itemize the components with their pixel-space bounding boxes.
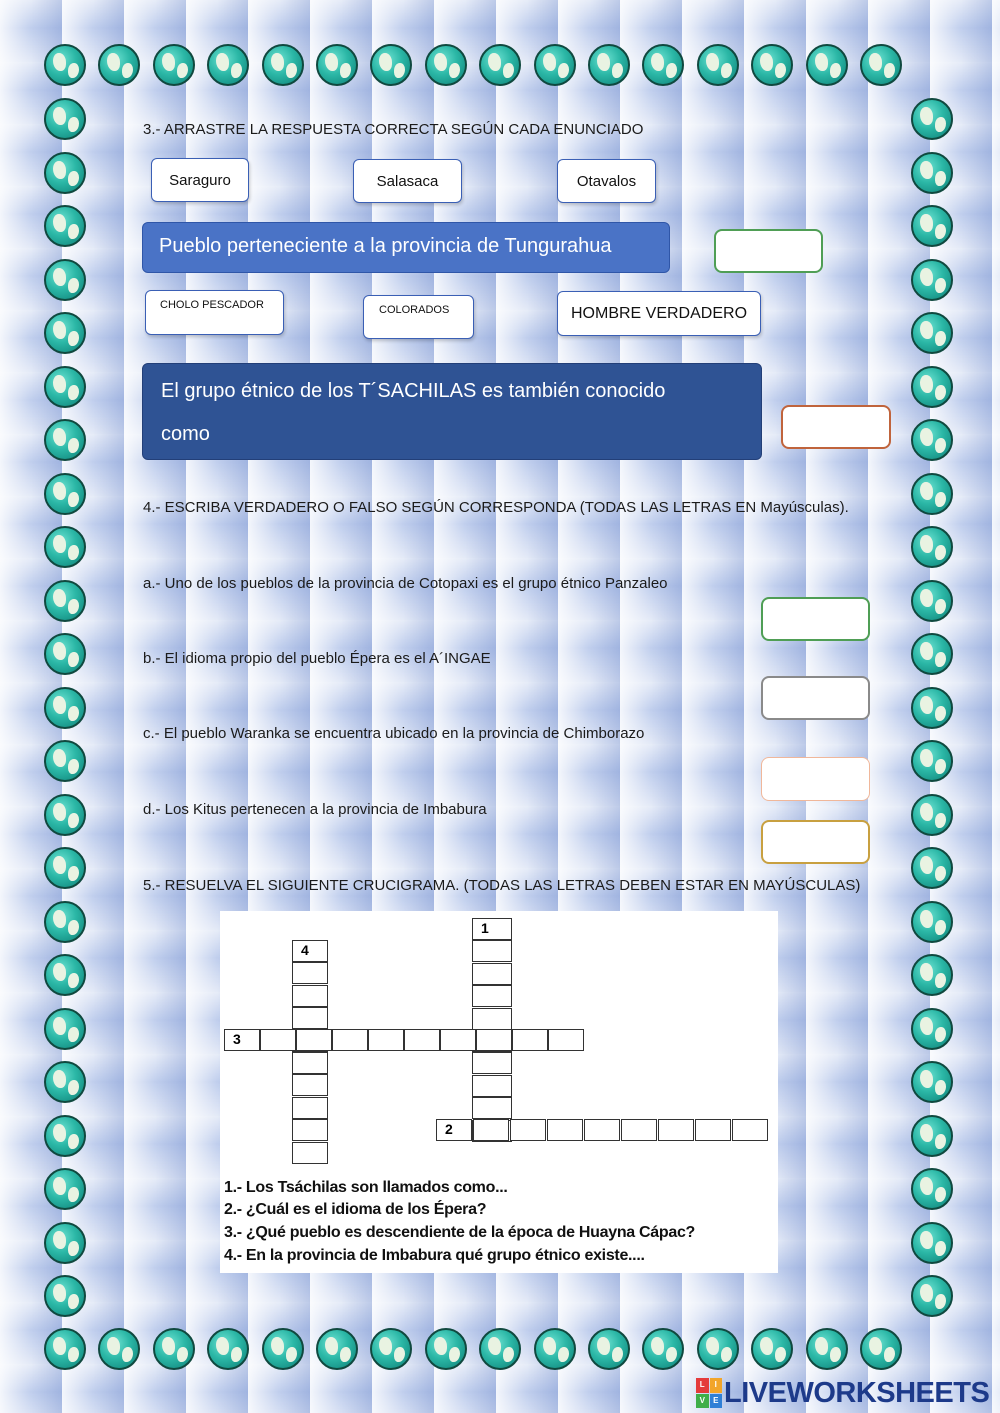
globe-icon: [642, 44, 684, 86]
globe-icon: [44, 580, 86, 622]
crossword-number-4: 4: [292, 940, 328, 962]
statement-tungurahua-text: Pueblo perteneciente a la provincia de Tungurahua: [159, 235, 612, 257]
crossword-cell-4[interactable]: [292, 1074, 328, 1096]
globe-icon: [44, 152, 86, 194]
crossword-cell-1[interactable]: [472, 963, 512, 985]
globe-icon: [44, 98, 86, 140]
crossword-number-2: 2: [436, 1119, 472, 1141]
globe-icon: [806, 44, 848, 86]
globe-icon: [911, 1222, 953, 1264]
globe-icon: [806, 1328, 848, 1370]
crossword-cell-1[interactable]: [472, 1008, 512, 1030]
globe-icon: [44, 1061, 86, 1103]
crossword-number-1: 1: [472, 918, 512, 940]
crossword-cell-3[interactable]: [368, 1029, 404, 1051]
option-hombre-verdadero[interactable]: HOMBRE VERDADERO: [557, 291, 761, 336]
globe-icon: [751, 1328, 793, 1370]
crossword-cell-4[interactable]: [292, 1142, 328, 1164]
crossword-number-3: 3: [224, 1029, 260, 1051]
globe-icon: [44, 954, 86, 996]
globe-icon: [44, 312, 86, 354]
globe-icon: [911, 98, 953, 140]
crossword-cell-4[interactable]: [292, 1097, 328, 1119]
globe-icon: [534, 1328, 576, 1370]
crossword-cell-2[interactable]: [547, 1119, 583, 1141]
globe-icon: [44, 1275, 86, 1317]
globe-icon: [44, 687, 86, 729]
crossword-cell-3[interactable]: [476, 1029, 512, 1051]
section-4-instruction: 4.- ESCRIBA VERDADERO O FALSO SEGÚN CORRESPONDA (TODAS LAS LETRAS EN Mayúsculas).: [143, 499, 849, 516]
crossword-cell-1[interactable]: [472, 1052, 512, 1074]
globe-icon: [370, 1328, 412, 1370]
crossword-cell-2[interactable]: [621, 1119, 657, 1141]
crossword-cell-2[interactable]: [658, 1119, 694, 1141]
globe-icon: [44, 44, 86, 86]
globe-icon: [207, 1328, 249, 1370]
globe-icon: [44, 847, 86, 889]
globe-icon: [425, 1328, 467, 1370]
globe-icon: [911, 901, 953, 943]
globe-icon: [44, 794, 86, 836]
globe-icon: [479, 44, 521, 86]
clue-1: 1.- Los Tsáchilas son llamados como...: [224, 1179, 508, 1196]
globe-icon: [911, 1115, 953, 1157]
crossword-cell-1[interactable]: [472, 1075, 512, 1097]
globe-icon: [316, 44, 358, 86]
crossword-cell-2[interactable]: [510, 1119, 546, 1141]
globe-icon: [316, 1328, 358, 1370]
crossword-cell-2[interactable]: [473, 1119, 509, 1141]
globe-icon: [911, 580, 953, 622]
globe-icon: [44, 526, 86, 568]
globe-icon: [911, 259, 953, 301]
logo-live-box: [696, 1378, 722, 1408]
globe-icon: [911, 312, 953, 354]
logo-letter-l: L: [696, 1378, 709, 1393]
answer-input-c[interactable]: [761, 757, 870, 801]
globe-icon: [860, 44, 902, 86]
crossword-cell-2[interactable]: [695, 1119, 731, 1141]
globe-icon: [44, 1222, 86, 1264]
globe-icon: [911, 152, 953, 194]
crossword-cell-3[interactable]: [512, 1029, 548, 1051]
globe-icon: [44, 633, 86, 675]
crossword-cell-2[interactable]: [584, 1119, 620, 1141]
globe-icon: [911, 954, 953, 996]
globe-icon: [911, 1008, 953, 1050]
drop-zone-tungurahua[interactable]: [714, 229, 823, 273]
crossword-cell-4[interactable]: [292, 985, 328, 1007]
globe-icon: [911, 1168, 953, 1210]
option-colorados[interactable]: COLORADOS: [363, 295, 474, 339]
crossword-cell-1[interactable]: [472, 940, 512, 962]
globe-icon: [911, 794, 953, 836]
crossword-cell-3[interactable]: [548, 1029, 584, 1051]
globe-icon: [44, 901, 86, 943]
globe-icon: [911, 687, 953, 729]
crossword-cell-3[interactable]: [260, 1029, 296, 1051]
globe-icon: [370, 44, 412, 86]
globe-icon: [697, 1328, 739, 1370]
crossword-cell-3[interactable]: [440, 1029, 476, 1051]
section-5-instruction: 5.- RESUELVA EL SIGUIENTE CRUCIGRAMA. (TODAS LAS LETRAS DEBEN ESTAR EN MAYÚSCULAS): [143, 877, 861, 894]
option-otavalos[interactable]: Otavalos: [557, 159, 656, 203]
crossword-cell-4[interactable]: [292, 1119, 328, 1141]
crossword-cell-4[interactable]: [292, 1007, 328, 1029]
answer-input-d[interactable]: [761, 820, 870, 864]
option-salasaca[interactable]: Salasaca: [353, 159, 462, 203]
globe-icon: [479, 1328, 521, 1370]
globe-icon: [44, 740, 86, 782]
option-cholo-pescador[interactable]: CHOLO PESCADOR: [145, 290, 284, 335]
answer-input-a[interactable]: [761, 597, 870, 641]
globe-icon: [860, 1328, 902, 1370]
statement-d: d.- Los Kitus pertenecen a la provincia de Imbabura: [143, 801, 487, 818]
statement-tsachilas-line-2: como: [161, 423, 210, 445]
statement-tsachilas: [142, 363, 762, 460]
globe-icon: [44, 419, 86, 461]
globe-icon: [911, 740, 953, 782]
drop-zone-tsachilas[interactable]: [781, 405, 891, 449]
crossword-cell-3[interactable]: [332, 1029, 368, 1051]
logo-letter-i: I: [710, 1378, 723, 1393]
globe-icon: [44, 1328, 86, 1370]
globe-icon: [911, 419, 953, 461]
globe-icon: [425, 44, 467, 86]
logo-letter-e: E: [710, 1394, 723, 1409]
globe-icon: [44, 259, 86, 301]
globe-icon: [911, 366, 953, 408]
clue-4: 4.- En la provincia de Imbabura qué grupo étnico existe....: [224, 1247, 645, 1264]
globe-icon: [44, 1168, 86, 1210]
globe-icon: [44, 473, 86, 515]
globe-icon: [153, 1328, 195, 1370]
globe-icon: [98, 44, 140, 86]
globe-icon: [44, 1115, 86, 1157]
globe-icon: [751, 44, 793, 86]
globe-icon: [911, 473, 953, 515]
answer-input-b[interactable]: [761, 676, 870, 720]
crossword-panel: [220, 911, 778, 1273]
logo-text: LIVEWORKSHEETS: [724, 1376, 990, 1409]
crossword-cell-3[interactable]: [404, 1029, 440, 1051]
globe-icon: [262, 1328, 304, 1370]
globe-icon: [44, 205, 86, 247]
statement-a: a.- Uno de los pueblos de la provincia de Cotopaxi es el grupo étnico Panzaleo: [143, 575, 668, 592]
liveworksheets-logo: [696, 1376, 989, 1410]
globe-icon: [911, 633, 953, 675]
globe-icon: [44, 366, 86, 408]
statement-b: b.- El idioma propio del pueblo Épera es el A´INGAE: [143, 650, 491, 667]
globe-icon: [207, 44, 249, 86]
section-3-instruction: 3.- ARRASTRE LA RESPUESTA CORRECTA SEGÚN CADA ENUNCIADO: [143, 121, 644, 138]
crossword-cell-1[interactable]: [472, 985, 512, 1007]
clue-3: 3.- ¿Qué pueblo es descendiente de la época de Huayna Cápac?: [224, 1224, 696, 1241]
globe-icon: [588, 44, 630, 86]
globe-icon: [262, 44, 304, 86]
globe-icon: [697, 44, 739, 86]
globe-icon: [911, 526, 953, 568]
statement-tsachilas-line-1: El grupo étnico de los T´SACHILAS es también conocido: [161, 380, 666, 402]
statement-c: c.- El pueblo Waranka se encuentra ubicado en la provincia de Chimborazo: [143, 725, 645, 742]
globe-icon: [44, 1008, 86, 1050]
globe-icon: [911, 1061, 953, 1103]
option-saraguro[interactable]: Saraguro: [151, 158, 249, 202]
globe-icon: [153, 44, 195, 86]
crossword-cell-2[interactable]: [732, 1119, 768, 1141]
clue-2: 2.- ¿Cuál es el idioma de los Épera?: [224, 1201, 487, 1218]
crossword-cell-1[interactable]: [472, 1097, 512, 1119]
globe-icon: [588, 1328, 630, 1370]
globe-icon: [911, 847, 953, 889]
globe-icon: [911, 205, 953, 247]
globe-icon: [911, 1275, 953, 1317]
statement-tungurahua: [142, 222, 670, 273]
globe-icon: [534, 44, 576, 86]
globe-icon: [98, 1328, 140, 1370]
crossword-cell-4[interactable]: [292, 1052, 328, 1074]
crossword-cell-4[interactable]: [292, 962, 328, 984]
logo-letter-v: V: [696, 1394, 709, 1409]
crossword-cell-3[interactable]: [296, 1029, 332, 1051]
globe-icon: [642, 1328, 684, 1370]
